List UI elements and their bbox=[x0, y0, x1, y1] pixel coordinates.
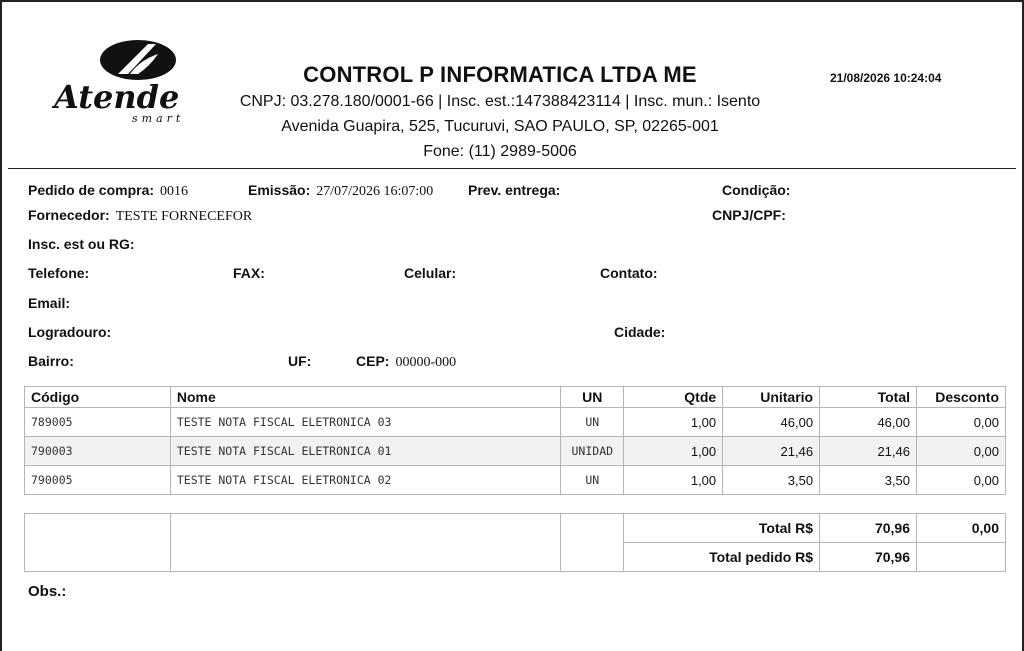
cell-codigo: 790005 bbox=[25, 466, 171, 495]
field-uf bbox=[288, 353, 311, 369]
label-bairro: Bairro: bbox=[28, 353, 74, 369]
field-condicao bbox=[722, 182, 790, 198]
value-pedido: 0016 bbox=[160, 184, 189, 199]
print-datetime: 21/08/2026 10:24:04 bbox=[830, 71, 942, 85]
value-fornecedor: TESTE FORNECEFOR bbox=[115, 209, 253, 224]
field-cidade bbox=[614, 324, 665, 340]
label-cidade: Cidade: bbox=[614, 324, 666, 340]
col-unitario: Unitario bbox=[723, 387, 820, 408]
totals-blank-cell bbox=[25, 514, 171, 572]
field-prev-entrega bbox=[468, 182, 560, 198]
label-fornecedor: Fornecedor: bbox=[28, 207, 110, 223]
field-email bbox=[28, 295, 70, 311]
label-logradouro: Logradouro: bbox=[28, 324, 112, 340]
cell-qtde: 1,00 bbox=[624, 408, 723, 437]
field-telefone bbox=[28, 265, 89, 281]
table-row bbox=[25, 466, 1006, 495]
cell-total: 46,00 bbox=[820, 408, 917, 437]
company-address: Avenida Guapira, 525, Tucuruvi, SAO PAULO, SP, 02265-001 bbox=[281, 118, 719, 135]
label-cep: CEP: bbox=[356, 353, 390, 369]
col-total: Total bbox=[820, 387, 917, 408]
cell-desconto: 0,00 bbox=[917, 466, 1006, 495]
logo-text: Atende bbox=[54, 78, 180, 116]
logo-subtext: smart bbox=[132, 112, 185, 125]
label-uf: UF: bbox=[288, 353, 312, 369]
label-prev-entrega: Prev. entrega: bbox=[468, 182, 561, 198]
company-phone: Fone: (11) 2989-5006 bbox=[423, 143, 577, 160]
table-row bbox=[25, 437, 1006, 466]
cell-unitario: 46,00 bbox=[723, 408, 820, 437]
cell-codigo: 789005 bbox=[25, 408, 171, 437]
label-contato: Contato: bbox=[600, 265, 658, 281]
table-header-row bbox=[25, 387, 1006, 408]
cell-total: 21,46 bbox=[820, 437, 917, 466]
cell-nome: TESTE NOTA FISCAL ELETRONICA 03 bbox=[170, 408, 560, 437]
label-fax: FAX: bbox=[233, 265, 265, 281]
field-contato bbox=[600, 265, 658, 281]
cell-un: UNIDAD bbox=[561, 437, 624, 466]
page-border-top bbox=[0, 0, 1024, 2]
total-pedido-label: Total pedido R$ bbox=[624, 543, 820, 572]
cell-unitario: 3,50 bbox=[723, 466, 820, 495]
value-cep: 00000-000 bbox=[395, 355, 457, 370]
total-desconto-value: 0,00 bbox=[917, 514, 1006, 543]
label-emissao: Emissão: bbox=[248, 182, 311, 198]
total-value: 70,96 bbox=[820, 514, 917, 543]
company-registration: CNPJ: 03.278.180/0001-66 | Insc. est.:147388423114 | Insc. mun.: Isento bbox=[239, 93, 761, 110]
cell-desconto: 0,00 bbox=[917, 437, 1006, 466]
col-codigo: Código bbox=[25, 387, 171, 408]
field-emissao bbox=[248, 182, 433, 200]
label-celular: Celular: bbox=[404, 265, 457, 281]
label-email: Email: bbox=[28, 295, 71, 311]
obs-label: Obs.: bbox=[28, 583, 67, 600]
totals-blank-cell bbox=[170, 514, 561, 572]
page-border-left bbox=[0, 0, 2, 651]
table-row bbox=[25, 408, 1006, 437]
cell-un: UN bbox=[561, 408, 624, 437]
label-condicao: Condição: bbox=[722, 182, 791, 198]
col-nome: Nome bbox=[170, 387, 560, 408]
cell-nome: TESTE NOTA FISCAL ELETRONICA 02 bbox=[170, 466, 560, 495]
cell-un: UN bbox=[561, 466, 624, 495]
totals-row bbox=[25, 514, 1006, 543]
totals-blank-cell bbox=[917, 543, 1006, 572]
field-cnpj bbox=[712, 207, 786, 223]
label-telefone: Telefone: bbox=[28, 265, 90, 281]
field-bairro bbox=[28, 353, 74, 369]
col-desconto: Desconto bbox=[917, 387, 1006, 408]
header-divider bbox=[8, 168, 1016, 169]
field-cep bbox=[356, 353, 456, 371]
label-cnpj: CNPJ/CPF: bbox=[712, 207, 786, 223]
cell-qtde: 1,00 bbox=[624, 466, 723, 495]
value-emissao: 27/07/2026 16:07:00 bbox=[316, 184, 434, 199]
field-fornecedor bbox=[28, 207, 252, 225]
cell-unitario: 21,46 bbox=[723, 437, 820, 466]
col-qtde: Qtde bbox=[624, 387, 723, 408]
col-un: UN bbox=[561, 387, 624, 408]
label-insc: Insc. est ou RG: bbox=[28, 236, 135, 252]
cell-nome: TESTE NOTA FISCAL ELETRONICA 01 bbox=[170, 437, 560, 466]
field-celular bbox=[404, 265, 456, 281]
field-fax bbox=[233, 265, 265, 281]
cell-codigo: 790003 bbox=[25, 437, 171, 466]
label-pedido: Pedido de compra: bbox=[28, 182, 155, 198]
cell-qtde: 1,00 bbox=[624, 437, 723, 466]
totals-blank-cell bbox=[561, 514, 624, 572]
total-pedido-value: 70,96 bbox=[820, 543, 917, 572]
totals-table bbox=[24, 513, 1006, 572]
total-label: Total R$ bbox=[624, 514, 820, 543]
field-insc bbox=[28, 236, 135, 252]
cell-desconto: 0,00 bbox=[917, 408, 1006, 437]
field-pedido bbox=[28, 182, 188, 200]
items-table bbox=[24, 386, 1006, 495]
field-logradouro bbox=[28, 324, 111, 340]
company-name: CONTROL P INFORMATICA LTDA ME bbox=[303, 62, 697, 87]
cell-total: 3,50 bbox=[820, 466, 917, 495]
company-logo bbox=[52, 36, 212, 128]
